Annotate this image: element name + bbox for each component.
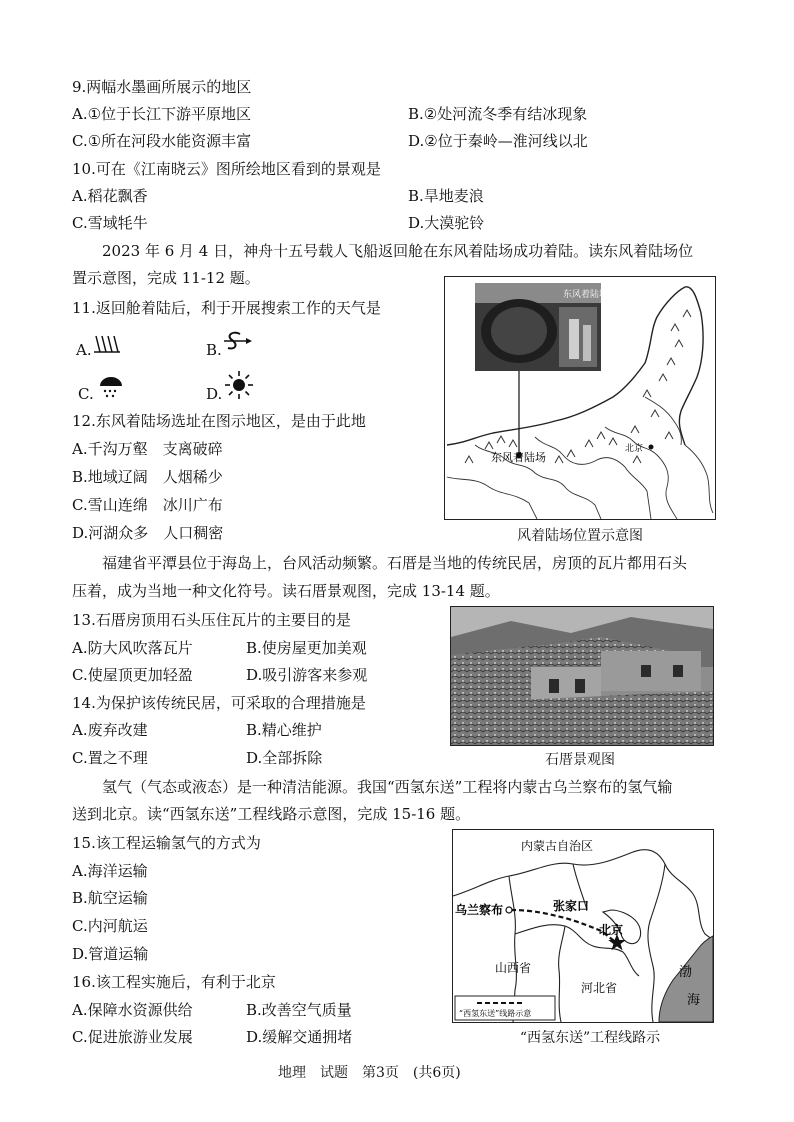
stone-house-caption: 石厝景观图 — [545, 752, 615, 768]
q14-stem: 14.为保护该传统民居，可采取的合理措施是 — [72, 694, 366, 712]
q14-option-d: D.全部拆除 — [246, 749, 323, 767]
bohai-label-2: 海 — [687, 993, 701, 1008]
q15-option-a: A.海洋运输 — [72, 862, 148, 880]
q15-option-d: D.管道运输 — [72, 945, 149, 963]
q11-option-c: C. — [78, 385, 94, 403]
q9-option-b: B.②处河流冬季有结冰现象 — [408, 105, 588, 123]
q13-option-a: A.防大风吹落瓦片 — [72, 639, 193, 657]
q16-option-a: A.保障水资源供给 — [72, 1001, 193, 1019]
q10-option-b: B.旱地麦浪 — [408, 187, 484, 205]
photo-banner-text: 东风着陆场 — [563, 290, 609, 300]
q9-option-c: C.①所在河段水能资源丰富 — [72, 132, 252, 150]
q12-option-b: B.地域辽阔 人烟稀少 — [72, 468, 223, 486]
q10-option-c: C.雪域牦牛 — [72, 214, 148, 232]
landing-site-map — [444, 276, 716, 520]
wulanchabu-label: 乌兰察布 — [455, 903, 504, 917]
q9-option-a: A.①位于长江下游平原地区 — [72, 105, 252, 123]
q14-option-c: C.置之不理 — [72, 749, 148, 767]
stone-house-photo — [450, 606, 714, 746]
q12-option-c: C.雪山连绵 冰川广布 — [72, 496, 223, 514]
map-beijing-label: 北京 — [624, 444, 643, 454]
landing-map-caption: 风着陆场位置示意图 — [517, 528, 643, 544]
zhangjiakou-label: 张家口 — [553, 899, 590, 913]
q13-option-c: C.使屋顶更加轻盈 — [72, 666, 193, 684]
typhoon-icon — [222, 328, 254, 354]
bohai-label-1: 渤 — [679, 965, 693, 980]
shanxi-label: 山西省 — [495, 961, 532, 975]
intro-hydrogen-line2: 送到北京。读“西氢东送”工程线路示意图，完成 15-16 题。 — [72, 805, 471, 823]
sun-icon — [224, 370, 254, 400]
q16-option-d: D.缓解交通拥堵 — [246, 1028, 353, 1046]
wind-icon — [92, 330, 124, 356]
page-footer: 地理 试题 第3页 (共6页) — [278, 1065, 461, 1081]
q11-stem: 11.返回舱着陆后，利于开展搜索工作的天气是 — [72, 299, 381, 317]
q14-option-a: A.废弃改建 — [72, 721, 148, 739]
map-site-label: 东风着陆场 — [491, 451, 546, 464]
rain-cloud-icon — [96, 370, 126, 400]
q12-option-a: A.千沟万壑 支离破碎 — [72, 440, 223, 458]
q12-option-d: D.河湖众多 人口稠密 — [72, 524, 224, 542]
q15-option-c: C.内河航运 — [72, 917, 148, 935]
q10-option-a: A.稻花飘香 — [72, 187, 148, 205]
intro-stone-house-line1: 福建省平潭县位于海岛上，台风活动频繁。石厝是当地的传统民居，房顶的瓦片都用石头 — [102, 554, 688, 572]
q13-option-d: D.吸引游客来参观 — [246, 666, 368, 684]
q11-option-d: D. — [206, 385, 223, 403]
q13-option-b: B.使房屋更加美观 — [246, 639, 367, 657]
q9-stem: 9.两幅水墨画所展示的地区 — [72, 78, 252, 96]
q16-option-c: C.促进旅游业发展 — [72, 1028, 193, 1046]
stone-house-photo-drawing — [451, 607, 713, 745]
q10-stem: 10.可在《江南晓云》图所绘地区看到的景观是 — [72, 160, 381, 178]
q12-stem: 12.东风着陆场选址在图示地区，是由于此地 — [72, 412, 366, 430]
q13-stem: 13.石厝房顶用石头压住瓦片的主要目的是 — [72, 611, 351, 629]
q14-option-b: B.精心维护 — [246, 721, 322, 739]
intro-hydrogen-line1: 氢气（气态或液态）是一种清洁能源。我国“西氢东送”工程将内蒙古乌兰察布的氢气输 — [102, 778, 673, 796]
q11-option-b: B. — [206, 341, 222, 359]
beijing-label: 北京 — [599, 923, 624, 937]
q15-option-b: B.航空运输 — [72, 889, 148, 907]
q16-stem: 16.该工程实施后，有利于北京 — [72, 973, 276, 991]
route-legend-label: “西氢东送”线路示意 — [459, 1009, 532, 1018]
hydrogen-route-map-drawing — [453, 830, 713, 1022]
hydrogen-map-caption: “西氢东送”工程线路示 — [519, 1030, 661, 1046]
inner-mongolia-label: 内蒙古自治区 — [521, 839, 594, 853]
q15-stem: 15.该工程运输氢气的方式为 — [72, 834, 261, 852]
q9-option-d: D.②位于秦岭—淮河线以北 — [408, 132, 588, 150]
q10-option-d: D.大漠驼铃 — [408, 214, 485, 232]
hebei-label: 河北省 — [581, 981, 618, 995]
intro-landing-line1: 2023 年 6 月 4 日，神舟十五号载人飞船返回舱在东风着陆场成功着陆。读东风着陆场位 — [102, 242, 694, 260]
intro-landing-line2: 置示意图，完成 11-12 题。 — [72, 269, 260, 287]
landing-site-map-drawing — [445, 277, 715, 519]
hydrogen-route-map — [452, 829, 714, 1023]
q11-option-a: A. — [76, 341, 92, 359]
intro-stone-house-line2: 压着，成为当地一种文化符号。读石厝景观图，完成 13-14 题。 — [72, 582, 500, 600]
q16-option-b: B.改善空气质量 — [246, 1001, 352, 1019]
